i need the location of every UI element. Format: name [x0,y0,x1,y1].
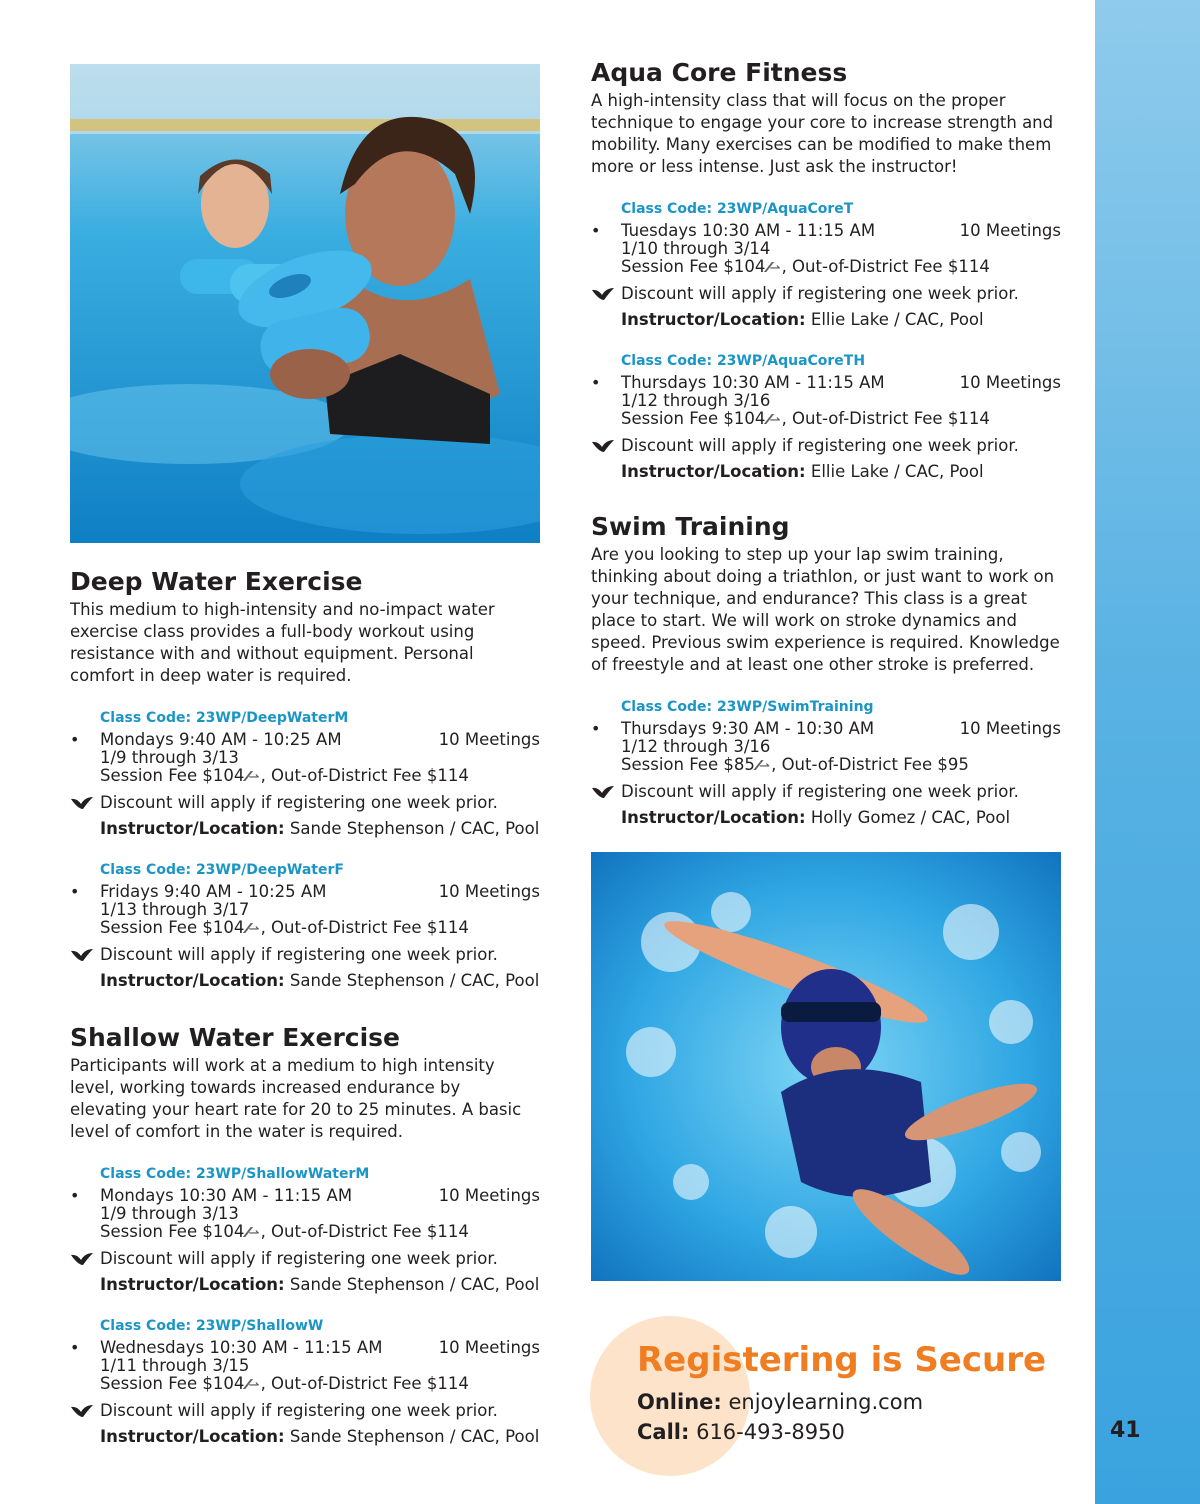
swimmer-photo [591,852,1061,1281]
left-column [70,567,540,1447]
out-of-district-fee: , Out-of-District Fee $114 [260,1374,469,1393]
out-of-district-fee: , Out-of-District Fee $114 [781,409,990,428]
bullet-icon: • [70,730,80,749]
discount-note [621,782,1061,802]
class-meetings: 10 Meetings [438,730,540,749]
bird-icon [591,439,615,453]
class-code: Class Code: 23WP/SwimTraining [621,699,874,715]
out-of-district-fee: , Out-of-District Fee $114 [260,766,469,785]
right-column [591,58,1061,828]
class-dates: 1/9 through 3/13 [100,748,239,767]
instructor-location [100,971,540,991]
schedule-row [70,730,540,749]
instructor-label: Instructor/Location: [100,819,285,838]
class-listing [70,861,540,991]
out-of-district-fee: , Out-of-District Fee $114 [781,257,990,276]
strike-mark-icon: ⁄⁄⇀ [246,1226,259,1241]
water-aerobics-photo [70,64,540,543]
discount-text: Discount will apply if registering one week prior. [100,1249,498,1268]
class-meetings: 10 Meetings [438,882,540,901]
section-deep-water [70,567,540,991]
class-schedule: Mondays 10:30 AM - 11:15 AM [100,1186,353,1205]
class-dates: 1/11 through 3/15 [100,1356,250,1375]
instructor-label: Instructor/Location: [621,808,806,827]
section-swim-training [591,512,1061,828]
instructor-location [100,1275,540,1295]
class-schedule: Tuesdays 10:30 AM - 11:15 AM [621,221,876,240]
section-title: Shallow Water Exercise [70,1023,400,1052]
discount-note [100,1401,540,1421]
discount-text: Discount will apply if registering one week prior. [100,1401,498,1420]
section-title: Aqua Core Fitness [591,58,848,87]
section-shallow-water [70,1023,540,1447]
instructor-label: Instructor/Location: [100,1427,285,1446]
class-listing [591,352,1061,482]
class-code: Class Code: 23WP/DeepWaterM [100,710,349,726]
discount-text: Discount will apply if registering one week prior. [100,945,498,964]
class-listing [591,200,1061,330]
section-description: This medium to high-intensity and no-impact water exercise class provides a full-body workout using resistance with and without equipment. Personal comfort in deep water is required. [70,600,495,685]
class-code: Class Code: 23WP/ShallowWaterM [100,1166,370,1182]
online-link[interactable]: enjoylearning.com [728,1390,924,1414]
bullet-icon: • [591,719,601,738]
class-listing [70,1317,540,1447]
section-description: Participants will work at a medium to high intensity level, working towards increased endurance by elevating your heart rate for 20 to 25 minutes. A basic level of comfort in the water is required. [70,1056,522,1141]
class-dates: 1/10 through 3/14 [621,239,771,258]
class-fee [621,756,1061,776]
session-fee: Session Fee $104 [621,409,766,428]
instructor-value: Sande Stephenson / CAC, Pool [289,971,540,990]
discount-note [100,793,540,813]
class-schedule: Fridays 9:40 AM - 10:25 AM [100,882,327,901]
instructor-label: Instructor/Location: [100,1275,285,1294]
class-dates: 1/9 through 3/13 [100,1204,239,1223]
bullet-icon: • [70,882,80,901]
section-title: Swim Training [591,512,790,541]
schedule-row [591,719,1061,738]
section-description: A high-intensity class that will focus on the proper technique to engage your core to increase strength and mobility. Many exercises can be modified to make them more or less intense. Just ask the instructor! [591,91,1054,176]
class-fee [100,767,540,787]
bullet-icon: • [591,221,601,240]
discount-note [621,284,1061,304]
class-meetings: 10 Meetings [959,719,1061,738]
strike-mark-icon: ⁄⁄⇀ [756,759,770,774]
schedule-row [70,882,540,901]
out-of-district-fee: , Out-of-District Fee $95 [771,755,969,774]
class-fee [100,1223,540,1243]
class-dates: 1/12 through 3/16 [621,737,771,756]
session-fee: Session Fee $104 [100,918,245,937]
class-meetings: 10 Meetings [438,1338,540,1357]
schedule-row [591,373,1061,392]
class-dates: 1/13 through 3/17 [100,900,250,919]
instructor-value: Holly Gomez / CAC, Pool [810,808,1011,827]
class-fee [100,919,540,939]
discount-text: Discount will apply if registering one week prior. [621,284,1019,303]
class-fee [621,258,1061,278]
instructor-label: Instructor/Location: [621,310,806,329]
class-schedule: Mondays 9:40 AM - 10:25 AM [100,730,342,749]
instructor-location [100,1427,540,1447]
registration-callout [590,1310,1050,1480]
class-listing [591,698,1061,828]
schedule-row [70,1338,540,1357]
strike-mark-icon: ⁄⁄⇀ [246,1378,259,1393]
class-fee [100,1375,540,1395]
session-fee: Session Fee $104 [621,257,766,276]
session-fee: Session Fee $104 [100,1222,245,1241]
out-of-district-fee: , Out-of-District Fee $114 [260,1222,469,1241]
class-meetings: 10 Meetings [959,373,1061,392]
discount-text: Discount will apply if registering one week prior. [100,793,498,812]
class-listing [70,1165,540,1295]
phone-number[interactable]: 616-493-8950 [696,1420,845,1444]
instructor-location [621,808,1061,828]
instructor-location [100,819,540,839]
bird-icon [70,1252,94,1266]
section-aqua-core [591,58,1061,482]
online-line [637,1390,923,1414]
instructor-value: Sande Stephenson / CAC, Pool [289,819,540,838]
class-code: Class Code: 23WP/DeepWaterF [100,862,344,878]
bird-icon [70,796,94,810]
bullet-icon: • [591,373,601,392]
class-dates: 1/12 through 3/16 [621,391,771,410]
session-fee: Session Fee $85 [621,755,755,774]
strike-mark-icon: ⁄⁄⇀ [767,261,780,276]
call-line [637,1420,845,1444]
class-schedule: Thursdays 9:30 AM - 10:30 AM [621,719,875,738]
schedule-row [591,221,1061,240]
instructor-value: Ellie Lake / CAC, Pool [810,310,984,329]
strike-mark-icon: ⁄⁄⇀ [246,922,259,937]
instructor-label: Instructor/Location: [621,462,806,481]
bird-icon [70,1404,94,1418]
section-description: Are you looking to step up your lap swim training, thinking about doing a triathlon, or just want to work on your technique, and endurance? This class is a great place to start. We will work on stroke dynamics and speed. Previous swim experience is required. Knowledge of freestyle and at least one other stroke is preferred. [591,545,1060,674]
instructor-location [621,462,1061,482]
bird-icon [591,785,615,799]
class-code: Class Code: 23WP/AquaCoreTH [621,353,866,369]
online-label: Online: [637,1390,722,1414]
section-title: Deep Water Exercise [70,567,363,596]
strike-mark-icon: ⁄⁄⇀ [767,413,780,428]
registration-title: Registering is Secure [637,1340,1047,1380]
class-schedule: Wednesdays 10:30 AM - 11:15 AM [100,1338,383,1357]
discount-note [621,436,1061,456]
instructor-label: Instructor/Location: [100,971,285,990]
class-listing [70,709,540,839]
instructor-location [621,310,1061,330]
strike-mark-icon: ⁄⁄⇀ [246,770,259,785]
class-fee [621,410,1061,430]
bird-icon [70,948,94,962]
class-meetings: 10 Meetings [438,1186,540,1205]
class-code: Class Code: 23WP/ShallowW [100,1318,324,1334]
bullet-icon: • [70,1186,80,1205]
discount-text: Discount will apply if registering one week prior. [621,436,1019,455]
instructor-value: Sande Stephenson / CAC, Pool [289,1275,540,1294]
discount-text: Discount will apply if registering one week prior. [621,782,1019,801]
bird-icon [591,287,615,301]
session-fee: Session Fee $104 [100,1374,245,1393]
schedule-row [70,1186,540,1205]
session-fee: Session Fee $104 [100,766,245,785]
instructor-value: Ellie Lake / CAC, Pool [810,462,984,481]
page-side-band [1095,0,1200,1504]
discount-note [100,945,540,965]
class-schedule: Thursdays 10:30 AM - 11:15 AM [621,373,885,392]
call-label: Call: [637,1420,690,1444]
out-of-district-fee: , Out-of-District Fee $114 [260,918,469,937]
instructor-value: Sande Stephenson / CAC, Pool [289,1427,540,1446]
class-meetings: 10 Meetings [959,221,1061,240]
discount-note [100,1249,540,1269]
page-number: 41 [1110,1418,1141,1443]
bullet-icon: • [70,1338,80,1357]
class-code: Class Code: 23WP/AquaCoreT [621,201,854,217]
